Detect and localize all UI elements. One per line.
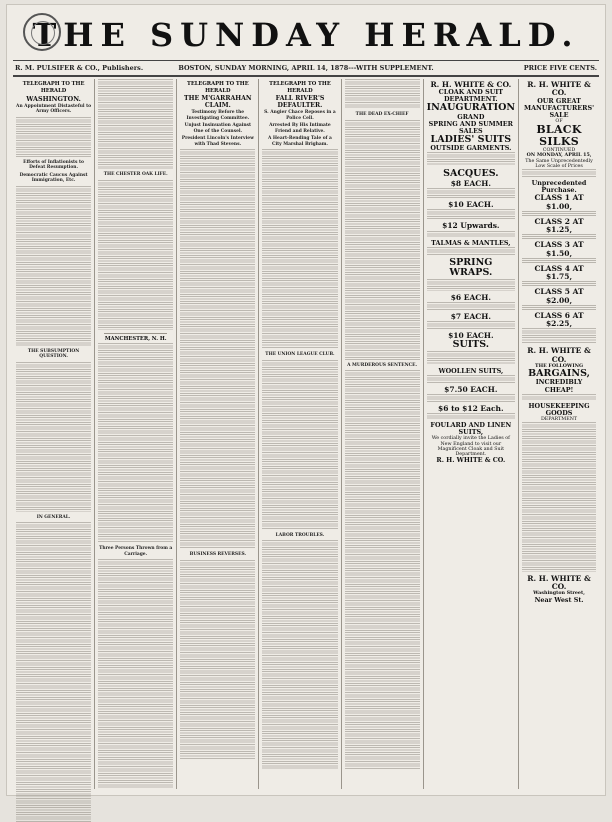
- ad-text: [522, 328, 596, 344]
- divider: [104, 333, 167, 334]
- ad-text: [427, 321, 515, 329]
- divider: [13, 60, 599, 61]
- ad-text: [522, 422, 596, 572]
- ad-price: $7 EACH.: [450, 311, 491, 321]
- ad-heading: INAUGURATION: [426, 102, 516, 114]
- advertisement-cloak-suit: [424, 79, 519, 789]
- article-text: [98, 180, 173, 330]
- article-text: [262, 149, 337, 349]
- ad-price: $12 Upwards.: [442, 221, 500, 231]
- ad-text: [522, 211, 596, 217]
- subheadline: Efforts of Inflationists to Defeat Resumption.: [23, 159, 84, 170]
- article-text: [180, 149, 255, 549]
- ad-heading: WOOLLEN SUITS,: [438, 366, 504, 375]
- column-header: TELEGRAPH TO THE HERALD: [22, 81, 85, 94]
- ad-class-price: CLASS 1 AT $1.00,: [534, 193, 584, 211]
- ad-address: Near West St.: [534, 595, 584, 604]
- ad-price: $7.50 EACH.: [444, 384, 498, 394]
- ad-address: Washington Street,: [533, 590, 585, 597]
- ad-price: $8 EACH.: [450, 178, 491, 188]
- columns: [13, 79, 599, 789]
- dateline-bar: [15, 62, 597, 74]
- article-text: [16, 117, 91, 157]
- ad-text: [522, 258, 596, 264]
- subheadline: Democratic Caucus Against Immigration, Etc.: [19, 172, 88, 183]
- ad-heading: SPRING AND SUMMER: [428, 119, 513, 128]
- subheadline: LABOR TROUBLES.: [275, 532, 325, 538]
- ad-heading: BLACK SILKS: [536, 122, 582, 148]
- ad-text: [522, 234, 596, 240]
- ad-heading: SUITS,: [458, 428, 484, 437]
- subheadline: Arrested By His Intimate Friend and Relative.: [269, 123, 331, 134]
- column-4: [259, 79, 341, 789]
- newspaper-title: THE SUNDAY HERALD.: [32, 16, 580, 54]
- article-text: [16, 186, 91, 346]
- subheadline: Unjust Insinuation Against One of the Counsel.: [184, 123, 252, 134]
- ad-price: $6 EACH.: [450, 292, 491, 302]
- ad-heading: Unprecedented Purchase.: [531, 179, 587, 195]
- ad-text: [522, 281, 596, 287]
- ad-firm-name: R. H. WHITE & CO.: [527, 346, 591, 364]
- ad-invitation: We cordially invite the Ladies of New England to visit our Magnificent Cloak and Suit Department.: [431, 436, 510, 458]
- ad-heading: HOUSEKEEPING GOODS: [528, 401, 590, 417]
- ad-heading: SUITS.: [452, 339, 490, 351]
- subheadline: An Appointment Distasteful to Army Officers.: [16, 103, 92, 114]
- subheadline: A Heart-Rending Tale of a City Marshal Brigham.: [267, 136, 332, 147]
- subheadline: IN GENERAL.: [36, 514, 71, 520]
- ad-price: $10 EACH.: [448, 200, 494, 210]
- ad-text: [522, 169, 596, 177]
- ad-heading: OF: [555, 118, 563, 124]
- ad-heading: CONTINUED: [542, 148, 576, 154]
- subheadline: President Lincoln's Interview with Thad Stevens.: [181, 136, 254, 147]
- ad-text: [427, 209, 515, 219]
- article-text: [16, 522, 91, 822]
- article-text: [98, 559, 173, 789]
- dateline: BOSTON, SUNDAY MORNING, APRIL 14, 1878---WITH SUPPLEMENT.: [178, 64, 434, 72]
- headline: FALL RIVER'S DEFAULTER.: [275, 95, 325, 109]
- ad-heading: OUTSIDE GARMENTS.: [430, 144, 512, 153]
- headline: THE M'GARRAHAN CLAIM.: [184, 95, 252, 109]
- ad-heading: GRAND: [457, 112, 485, 121]
- subheadline: A MURDEROUS SENTENCE.: [347, 362, 418, 368]
- ad-signature: R. H. WHITE & CO.: [436, 456, 506, 465]
- ad-heading: TALMAS & MANTLES,: [431, 238, 511, 247]
- ad-heading: SPRING WRAPS.: [449, 256, 493, 279]
- article-text: [345, 120, 420, 360]
- ad-class-price: CLASS 6 AT $2.25,: [534, 310, 584, 328]
- ad-heading: LADIES' SUITS: [430, 133, 512, 145]
- ad-firm-name: R. H. WHITE & CO.: [527, 80, 591, 98]
- ad-text: [427, 394, 515, 402]
- masthead: [15, 11, 597, 59]
- ad-text: [427, 231, 515, 237]
- ad-price: $6 to $12 Each.: [438, 404, 504, 413]
- column-header: TELEGRAPH TO THE HERALD: [186, 81, 249, 94]
- ad-text: [522, 305, 596, 311]
- ad-price: $10 EACH.: [448, 331, 494, 341]
- ad-class-price: CLASS 4 AT $1.75,: [534, 263, 584, 281]
- ad-text: [427, 152, 515, 166]
- ad-text: [427, 302, 515, 310]
- seal-emblem-icon: [23, 13, 61, 51]
- ad-heading: THE FOLLOWING: [535, 362, 584, 369]
- ad-text: [427, 247, 515, 255]
- subheadline: Three Persons Thrown from a Carriage.: [99, 546, 173, 557]
- ad-heading: BARGAINS,: [528, 368, 590, 380]
- newspaper-page: [6, 4, 606, 796]
- column-3: [177, 79, 259, 789]
- ad-text: [522, 394, 596, 400]
- advertisement-black-silks: [519, 79, 599, 789]
- ad-heading: ON MONDAY, APRIL 15,: [526, 152, 592, 159]
- subheadline: S. Angier Chace Reposes in a Police Cell.: [264, 110, 336, 121]
- subheadline: THE DEAD EX-CHIEF: [355, 112, 409, 117]
- ad-heading: OUR GREAT: [537, 96, 581, 105]
- ad-heading: DEPARTMENT: [540, 416, 578, 422]
- ad-heading: CLOAK AND SUIT DEPARTMENT.: [438, 88, 504, 104]
- publisher: R. M. PULSIFER & CO., Publishers.: [15, 64, 144, 72]
- ad-class-price: CLASS 3 AT $1.50,: [534, 240, 584, 258]
- ad-heading: MANUFACTURERS' SALE: [524, 103, 595, 119]
- price: PRICE FIVE CENTS.: [523, 64, 597, 72]
- ad-heading: SALES: [459, 126, 483, 135]
- column-1: [13, 79, 95, 789]
- ad-text: [427, 375, 515, 383]
- ad-text-line: The Same Unprecedentedly Low Scale of Prices: [525, 158, 593, 169]
- subheadline: THE SUBSUMPTION QUESTION.: [27, 348, 80, 359]
- divider: [13, 75, 599, 77]
- subheadline: Testimony Before the Investigating Committee.: [186, 110, 250, 121]
- subheadline: BUSINESS REVERSES.: [189, 552, 246, 557]
- column-5: [342, 79, 424, 789]
- article-text: [180, 560, 255, 760]
- subheadline: THE CHESTER OAK LIFE.: [103, 172, 168, 177]
- ad-firm-name: R. H. WHITE & CO.: [527, 573, 591, 592]
- ad-text: [427, 351, 515, 365]
- column-2: [95, 79, 177, 789]
- article-text: [262, 360, 337, 530]
- ad-class-price: CLASS 2 AT $1.25,: [534, 216, 584, 234]
- article-text: [262, 540, 337, 770]
- ad-heading: FOULARD AND LINEN: [430, 421, 512, 430]
- headline: WASHINGTON.: [26, 95, 81, 103]
- ad-firm-name: R. H. WHITE & CO.: [430, 80, 512, 89]
- article-text: [98, 79, 173, 169]
- article-text: [345, 370, 420, 770]
- ad-text: [427, 413, 515, 419]
- article-text: [98, 343, 173, 543]
- ad-heading: SACQUES.: [443, 168, 499, 180]
- article-text: [16, 362, 91, 512]
- article-text: [345, 79, 420, 109]
- ad-text: [427, 188, 515, 198]
- ad-class-price: CLASS 5 AT $2.00,: [534, 287, 584, 305]
- column-header: TELEGRAPH TO THE HERALD: [269, 81, 331, 94]
- ad-text: [427, 279, 515, 291]
- subheadline: THE UNION LEAGUE CLUB.: [265, 352, 335, 357]
- ad-heading: INCREDIBLY CHEAP!: [535, 378, 583, 394]
- headline: MANCHESTER, N. H.: [104, 335, 167, 342]
